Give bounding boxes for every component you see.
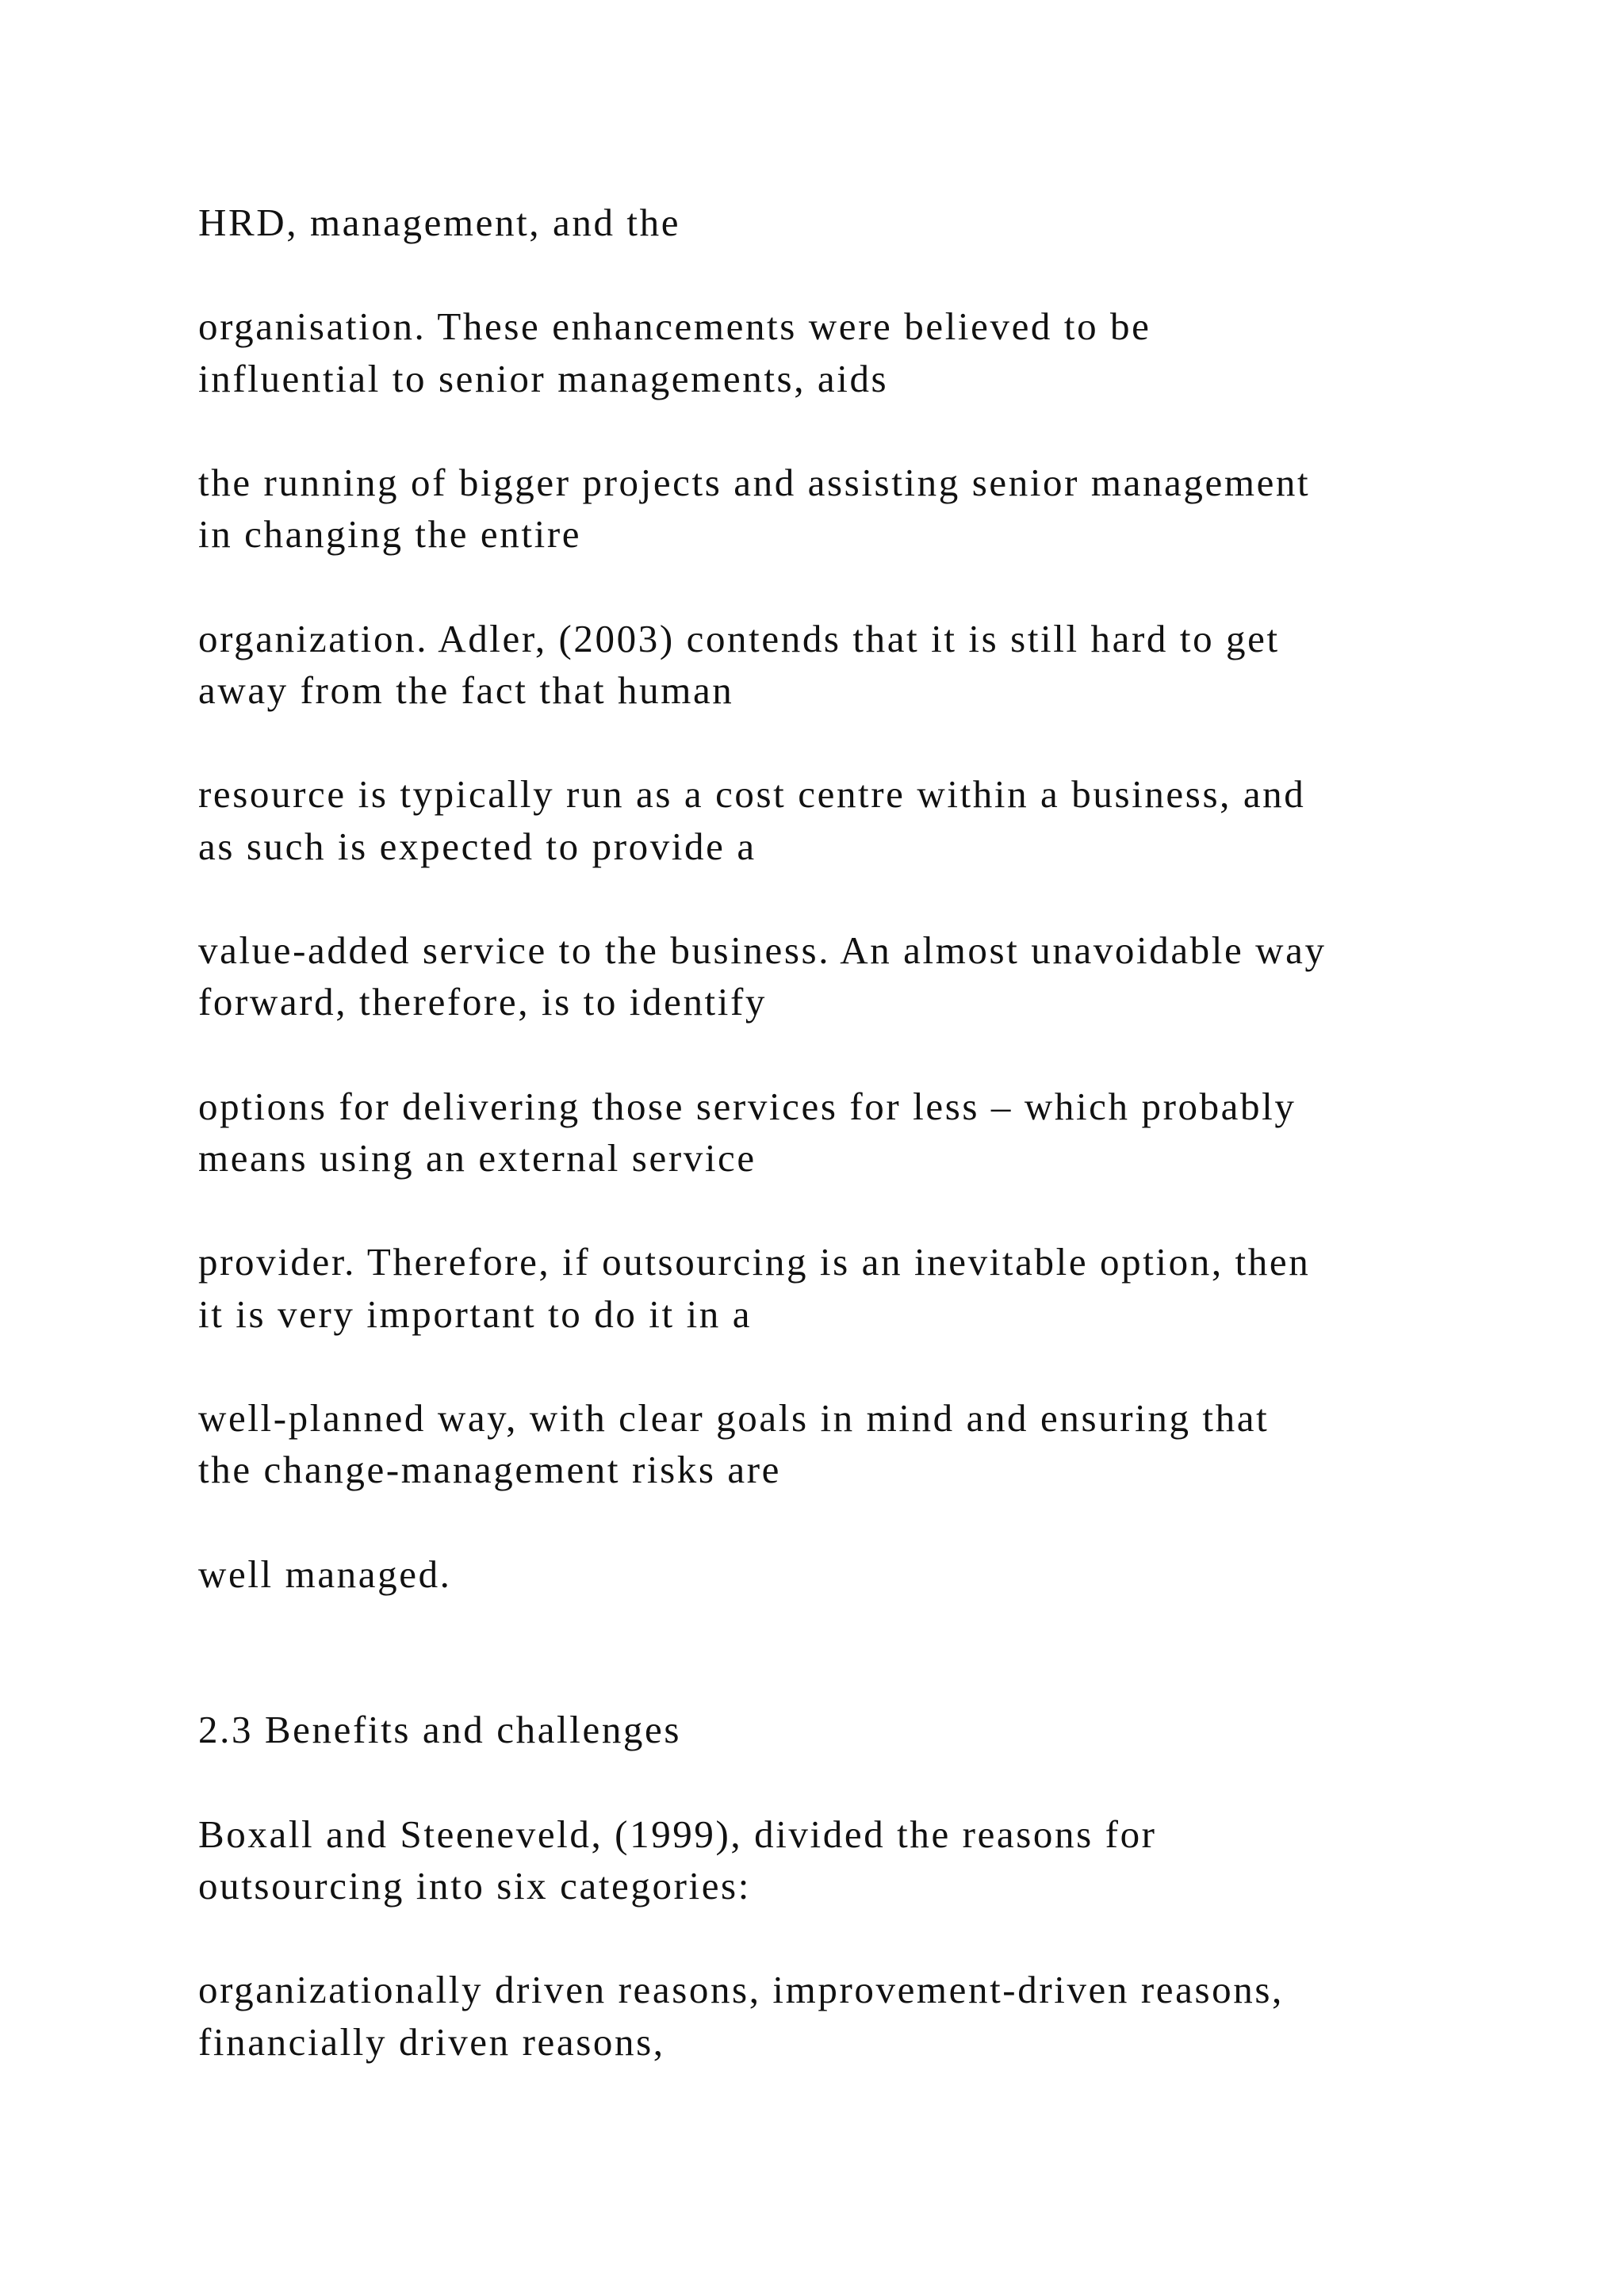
text-line: resource is typically run as a cost centre within a business, and — [198, 772, 1306, 816]
text-line: financially driven reasons, — [198, 2020, 665, 2064]
text-line: well managed. — [198, 1552, 452, 1596]
text-line: provider. Therefore, if outsourcing is an inevitable option, then — [198, 1240, 1311, 1284]
text-line: value-added service to the business. An almost unavoidable way — [198, 928, 1327, 972]
text-line: forward, therefore, is to identify — [198, 980, 768, 1024]
text-line: the change-management risks are — [198, 1448, 781, 1491]
text-line: organizationally driven reasons, improvement-driven reasons, — [198, 1968, 1284, 2011]
text-line: away from the fact that human — [198, 668, 734, 712]
text-line: means using an external service — [198, 1136, 756, 1180]
text-line: organisation. These enhancements were believed to be — [198, 304, 1151, 348]
section-heading: 2.3 Benefits and challenges — [198, 1708, 682, 1751]
text-line: the running of bigger projects and assisting senior management — [198, 461, 1311, 504]
text-line: it is very important to do it in a — [198, 1292, 753, 1336]
text-line: as such is expected to provide a — [198, 825, 756, 868]
text-line: options for delivering those services for less – which probably — [198, 1085, 1297, 1128]
text-line: in changing the entire — [198, 512, 582, 556]
text-line: well-planned way, with clear goals in mind and ensuring that — [198, 1396, 1270, 1440]
text-line: HRD, management, and the — [198, 201, 681, 244]
text-line: Boxall and Steeneveld, (1999), divided the reasons for — [198, 1812, 1157, 1856]
text-line: outsourcing into six categories: — [198, 1864, 751, 1908]
text-line: influential to senior managements, aids — [198, 357, 889, 400]
text-line: organization. Adler, (2003) contends that it is still hard to get — [198, 617, 1280, 660]
